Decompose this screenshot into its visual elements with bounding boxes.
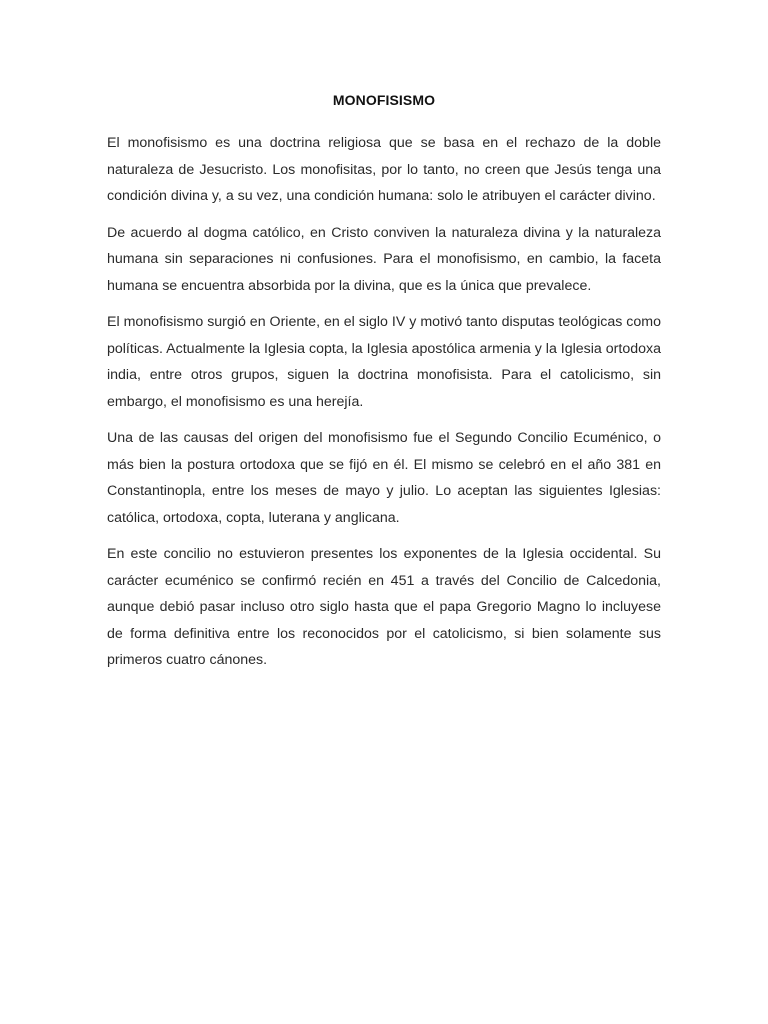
paragraph-3: El monofisismo surgió en Oriente, en el siglo IV y motivó tanto disputas teológicas como políticas. Actualmente la Iglesia copta, la Iglesia apostólica armenia y la Iglesia ortodoxa india, entre otros grupos, siguen la doctrina monofisista. Para el catolicismo, sin embargo, el monofisismo es una herejía. (107, 314, 661, 410)
paragraph-2: De acuerdo al dogma católico, en Cristo conviven la naturaleza divina y la naturaleza humana sin separaciones ni confusiones. Para el monofisismo, en cambio, la faceta humana se encuentra absorbida por la divina, que es la única que prevalece. (107, 224, 661, 294)
document-body (107, 130, 661, 684)
document-title: MONOFISISMO (332, 92, 436, 108)
paragraph-1: El monofisismo es una doctrina religiosa que se basa en el rechazo de la doble naturaleza de Jesucristo. Los monofisitas, por lo tanto, no creen que Jesús tenga una condición divina y, a su vez, una condición humana: solo le atribuyen el carácter divino. (107, 135, 661, 204)
paragraph-4: Una de las causas del origen del monofisismo fue el Segundo Concilio Ecuménico, o más bien la postura ortodoxa que se fijó en él. El mismo se celebró en el año 381 en Constantinopla, entre los meses de mayo y julio. Lo aceptan las siguientes Iglesias: católica, ortodoxa, copta, luterana y anglicana. (107, 430, 661, 526)
paragraph-5: En este concilio no estuvieron presentes los exponentes de la Iglesia occidental. Su carácter ecuménico se confirmó recién en 451 a través del Concilio de Calcedonia, aunque debió pasar incluso otro siglo hasta que el papa Gregorio Magno lo incluyese de forma definitiva entre los reconocidos por el catolicismo, si bien solamente sus primeros cuatro cánones. (107, 546, 661, 668)
